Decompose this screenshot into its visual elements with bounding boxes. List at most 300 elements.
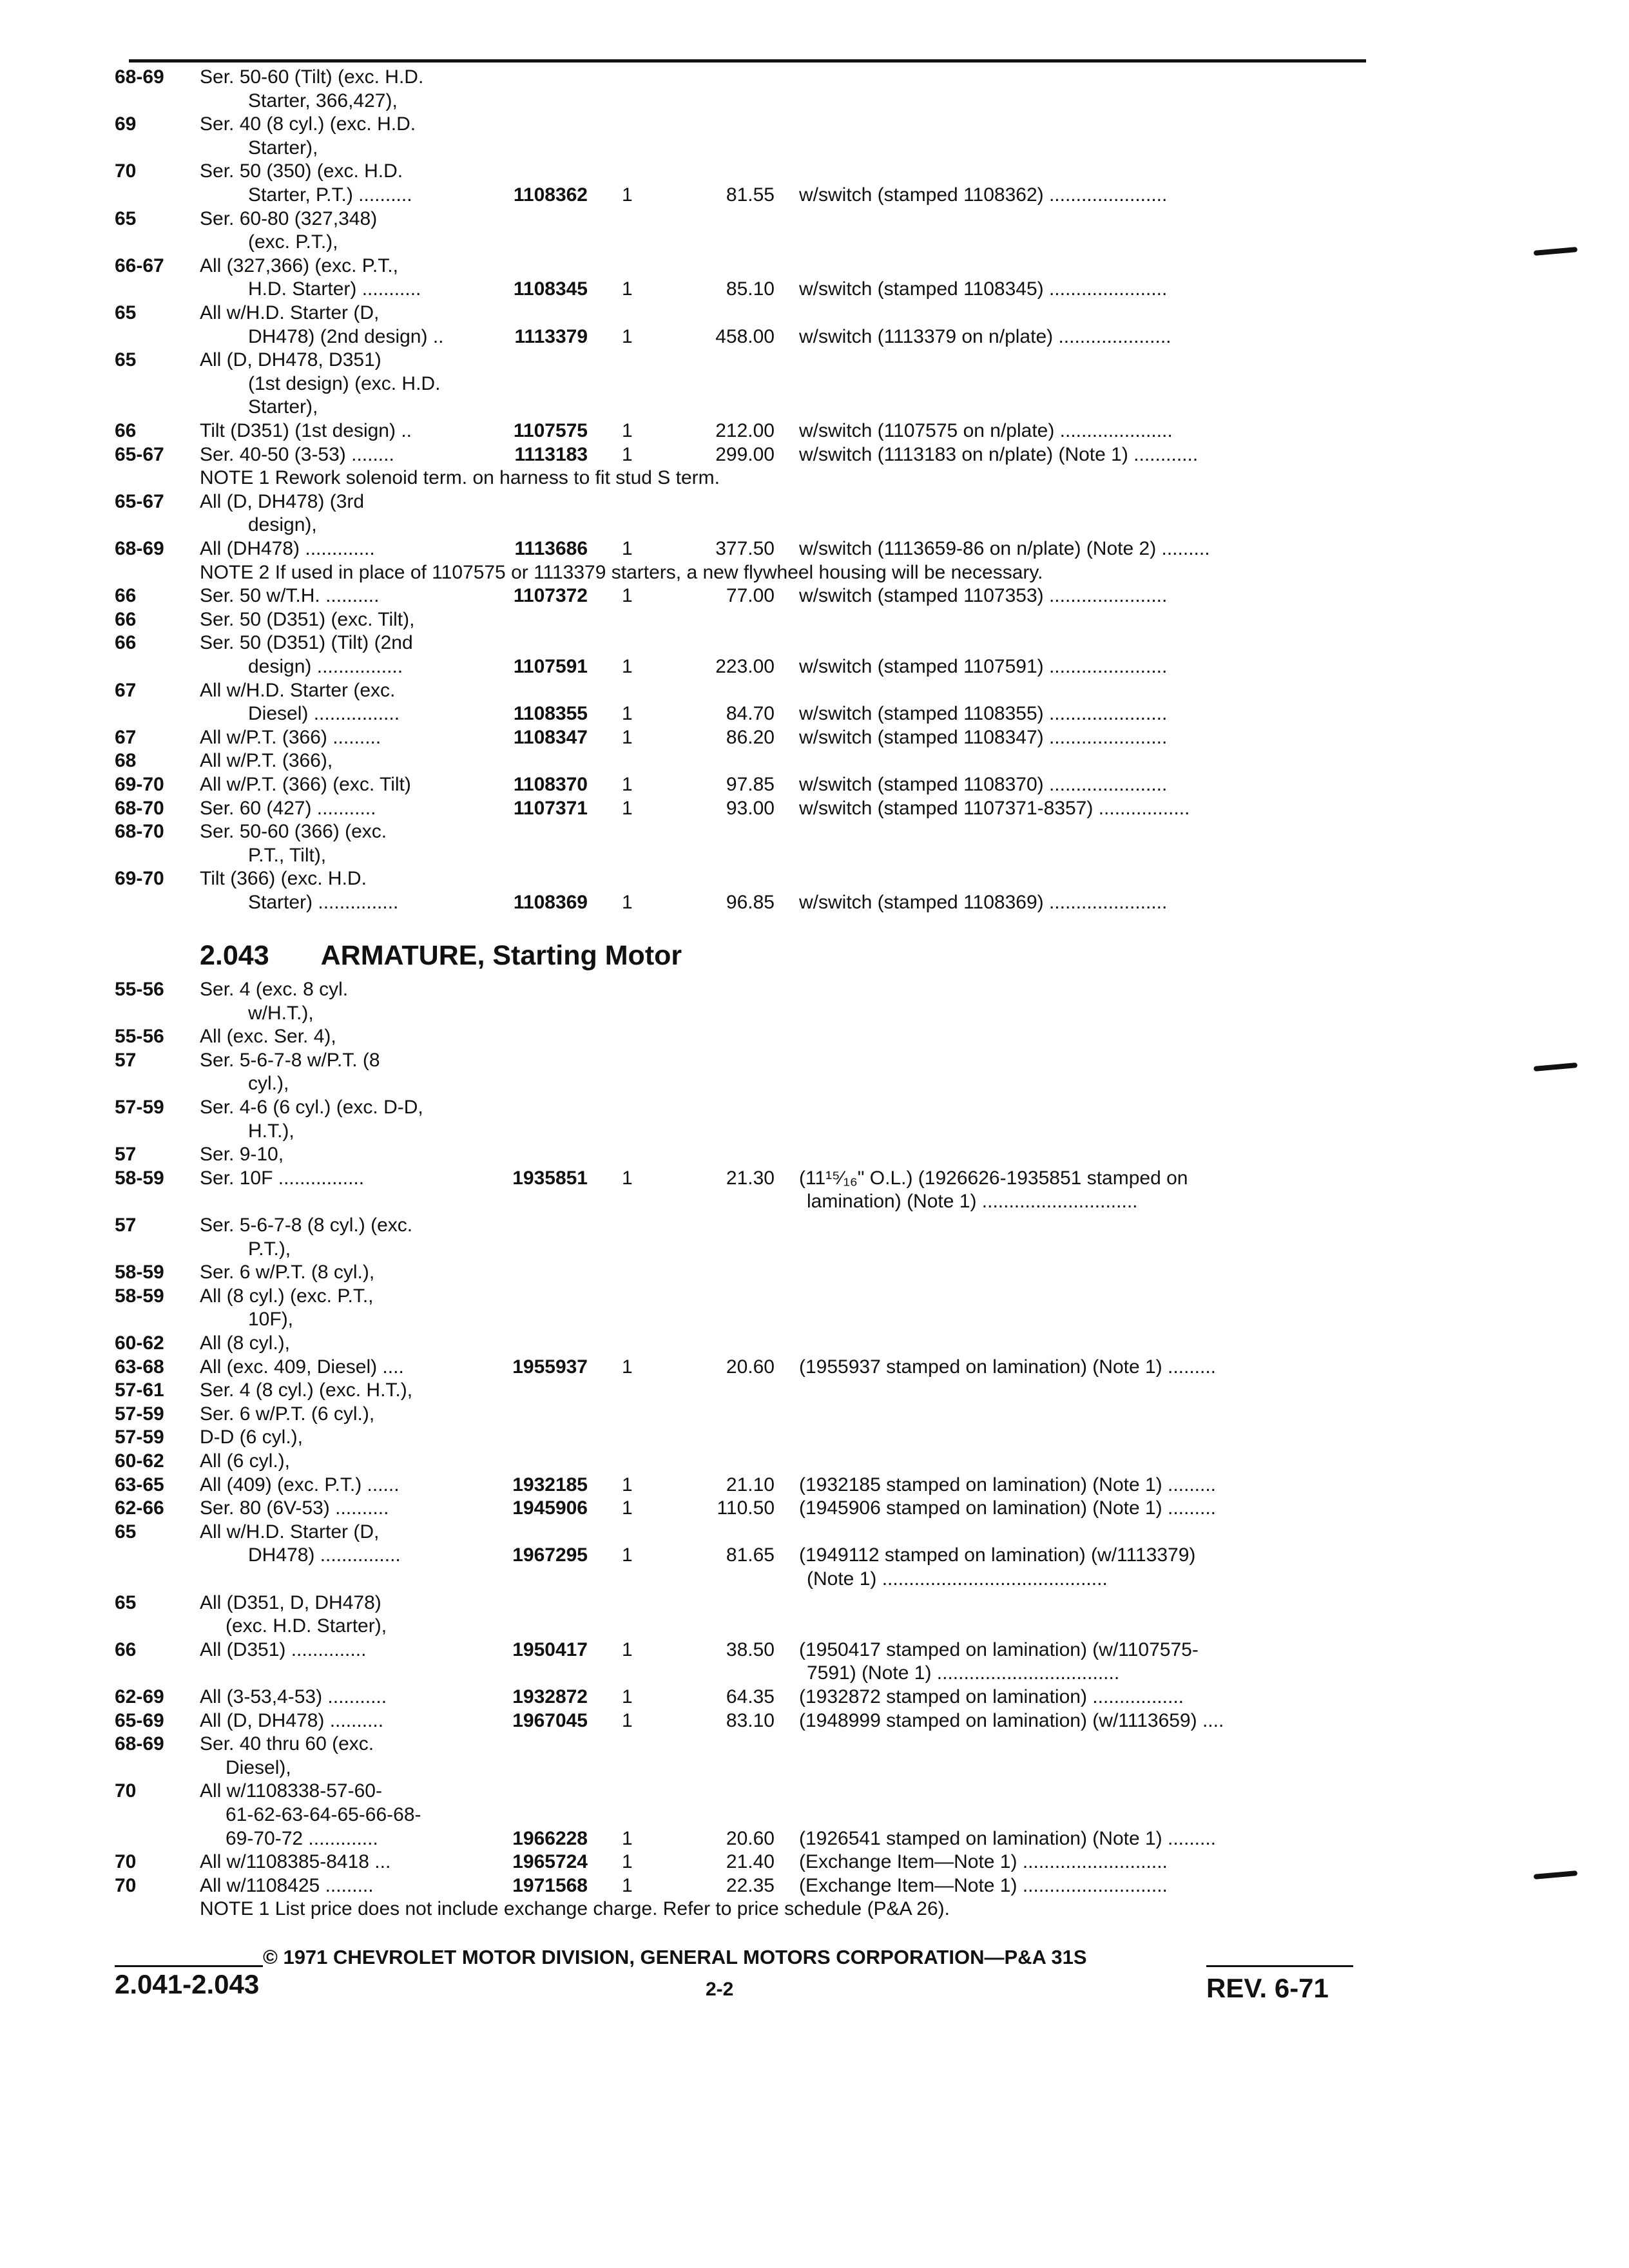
model-years: 58-59 [115,1167,164,1189]
application-desc: Ser. 60-80 (327,348) [200,207,378,229]
parts-row [0,1071,1629,1097]
model-years: 67 [115,726,137,748]
application-desc: All (D, DH478) (3rd [200,490,365,512]
application-desc: Ser. 4 (exc. 8 cyl. [200,979,349,1000]
part-number: 1107372 [513,585,588,607]
parts-row [0,630,1629,656]
model-years: 63-68 [115,1356,164,1378]
parts-row [0,1495,1629,1521]
model-years: 57 [115,1049,137,1071]
part-number: 1932185 [512,1474,588,1495]
application-desc: Ser. 6 w/P.T. (6 cyl.), [200,1403,375,1425]
parts-row [0,394,1629,420]
section-number: 2.043 [200,940,269,971]
parts-row [0,977,1629,1003]
remarks: (1932185 stamped on lamination) (Note 1) ......... [799,1474,1217,1495]
remarks: (Note 1) .......................................... [807,1568,1108,1590]
model-years: 68-70 [115,797,164,819]
application-desc: Ser. 60 (427) ........... [200,797,376,819]
application-desc: w/H.T.), [248,1002,314,1024]
parts-row [0,1001,1629,1026]
quantity: 1 [622,892,633,913]
application-desc: Ser. 50 (350) (exc. H.D. [200,160,403,182]
model-years: 68 [115,750,137,772]
list-price: 93.00 [726,797,775,819]
application-desc: H.T.), [248,1120,294,1142]
application-desc: Ser. 50 (D351) (exc. Tilt), [200,608,415,630]
application-desc: (1st design) (exc. H.D. [248,372,441,394]
footer-rule [115,1965,263,1967]
list-price: 85.10 [726,278,775,300]
remarks: (1955937 stamped on lamination) (Note 1) ......... [799,1356,1217,1378]
parts-row [0,206,1629,232]
model-years: 65 [115,207,137,229]
parts-row [0,1826,1629,1852]
section-title: ARMATURE, Starting Motor [320,940,682,971]
remarks: (1948999 stamped on lamination) (w/1113659) .... [799,1709,1224,1731]
model-years: 65 [115,349,137,371]
parts-row [0,512,1629,538]
parts-row [0,1542,1629,1568]
application-desc: All w/P.T. (366), [200,750,333,772]
parts-row [0,890,1629,916]
part-number: 1107591 [513,656,588,677]
application-desc: Ser. 5-6-7-8 w/P.T. (8 [200,1049,380,1071]
model-years: 58-59 [115,1262,164,1283]
quantity: 1 [622,1497,633,1519]
note-text: NOTE 2 If used in place of 1107575 or 1113379 starters, a new flywheel housing will be necessary. [200,561,1043,583]
list-price: 81.65 [726,1544,775,1566]
parts-row [0,725,1629,751]
parts-row [0,1119,1629,1144]
parts-row [0,1260,1629,1285]
application-desc: Starter, P.T.) .......... [248,184,412,206]
revision-label: REV. 6-71 [1206,1973,1329,2003]
quantity: 1 [622,1709,633,1731]
remarks: w/switch (1113659-86 on n/plate) (Note 2) ......... [799,538,1210,559]
quantity: 1 [622,1474,633,1495]
parts-row [0,159,1629,184]
model-years: 66 [115,608,137,630]
application-desc: Ser. 4 (8 cyl.) (exc. H.T.), [200,1379,413,1401]
list-price: 96.85 [726,892,775,913]
model-years: 66 [115,420,137,441]
list-price: 21.10 [726,1474,775,1495]
parts-row [0,1378,1629,1403]
parts-row [0,1401,1629,1427]
list-price: 38.50 [726,1639,775,1660]
quantity: 1 [622,278,633,300]
quantity: 1 [622,726,633,748]
remarks: w/switch (stamped 1108347) ...................... [799,726,1168,748]
application-desc: All w/H.D. Starter (D, [200,1521,380,1542]
parts-row [0,111,1629,137]
part-number: 1108369 [513,892,588,913]
application-desc: design) ................ [248,656,403,677]
remarks: lamination) (Note 1) ............................. [807,1191,1138,1213]
application-desc: DH478) (2nd design) .. [248,325,444,347]
model-years: 57-61 [115,1379,164,1401]
model-years: 62-66 [115,1497,164,1519]
application-desc: Ser. 5-6-7-8 (8 cyl.) (exc. [200,1215,413,1236]
remarks: w/switch (stamped 1107371-8357) ................. [799,797,1190,819]
quantity: 1 [622,1851,633,1873]
application-desc: DH478) ............... [248,1544,401,1566]
quantity: 1 [622,184,633,206]
model-years: 57 [115,1215,137,1236]
remarks: w/switch (stamped 1108369) ...................... [799,892,1168,913]
model-years: 66 [115,632,137,654]
remarks: w/switch (stamped 1108345) ...................... [799,278,1168,300]
parts-row [0,371,1629,397]
parts-row [0,1189,1629,1215]
application-desc: cyl.), [248,1073,289,1095]
part-number: 1971568 [512,1874,588,1896]
quantity: 1 [622,1686,633,1707]
parts-row [0,1731,1629,1757]
parts-row [0,583,1629,609]
list-price: 22.35 [726,1874,775,1896]
part-number: 1932872 [512,1686,588,1707]
parts-row [0,300,1629,326]
application-desc: Ser. 80 (6V-53) .......... [200,1497,389,1519]
parts-row [0,1708,1629,1734]
application-desc: All (327,366) (exc. P.T., [200,255,398,276]
parts-row [0,678,1629,704]
application-desc: All (8 cyl.), [200,1332,291,1354]
model-years: 62-69 [115,1686,164,1707]
remarks: w/switch (stamped 1107591) ...................... [799,656,1168,677]
application-desc: Ser. 50-60 (366) (exc. [200,821,387,843]
application-desc: All w/1108385-8418 ... [200,1851,391,1873]
parts-row [0,489,1629,515]
parts-row [0,1213,1629,1238]
remarks: w/switch (stamped 1108362) ...................... [799,184,1168,206]
parts-row [0,819,1629,845]
part-number: 1950417 [512,1639,588,1660]
parts-row [0,796,1629,822]
parts-row [0,324,1629,350]
application-desc: 61-62-63-64-65-66-68- [226,1804,421,1825]
copyright-notice: © 1971 CHEVROLET MOTOR DIVISION, GENERAL MOTORS CORPORATION—P&A 31S [263,1946,1087,1968]
application-desc: Starter), [248,137,318,159]
parts-row [0,1048,1629,1073]
part-number: 1955937 [512,1356,588,1378]
list-price: 21.30 [726,1167,775,1189]
application-desc: Starter) ............... [248,892,399,913]
application-desc: All w/H.D. Starter (exc. [200,679,396,701]
parts-row [0,1448,1629,1474]
parts-row [0,701,1629,727]
parts-row [0,64,1629,90]
parts-row [0,418,1629,444]
application-desc: All w/1108338-57-60- [200,1780,382,1802]
quantity: 1 [622,1167,633,1189]
application-desc: All (exc. 409, Diesel) .... [200,1356,404,1378]
model-years: 66 [115,585,137,607]
parts-row [0,1566,1629,1592]
model-years: 57-59 [115,1427,164,1448]
parts-row [0,1472,1629,1498]
model-years: 60-62 [115,1332,164,1354]
list-price: 20.60 [726,1356,775,1378]
application-desc: D-D (6 cyl.), [200,1427,303,1448]
application-desc: All w/H.D. Starter (D, [200,302,380,323]
part-number: 1113183 [514,443,588,465]
model-years: 69-70 [115,774,164,795]
model-years: 70 [115,1851,137,1873]
remarks: (1932872 stamped on lamination) ................. [799,1686,1184,1707]
model-years: 65-67 [115,490,164,512]
application-desc: P.T., Tilt), [248,844,327,866]
list-price: 77.00 [726,585,775,607]
application-desc: All (D, DH478, D351) [200,349,381,371]
application-desc: Ser. 40 (8 cyl.) (exc. H.D. [200,113,416,135]
list-price: 86.20 [726,726,775,748]
parts-row [0,1166,1629,1191]
application-desc: All w/1108425 ......... [200,1874,374,1896]
parts-row [0,1425,1629,1450]
parts-row [0,347,1629,373]
parts-row [0,536,1629,562]
model-years: 68-69 [115,1733,164,1755]
quantity: 1 [622,1874,633,1896]
quantity: 1 [622,703,633,725]
parts-row [0,276,1629,302]
parts-row [0,748,1629,774]
application-desc: Ser. 6 w/P.T. (8 cyl.), [200,1262,375,1283]
parts-row [0,1519,1629,1545]
note-line [0,465,1629,491]
part-number: 1935851 [512,1167,588,1189]
parts-row [0,88,1629,114]
model-years: 66-67 [115,255,164,276]
remarks: 7591) (Note 1) .................................. [807,1662,1120,1684]
quantity: 1 [622,443,633,465]
parts-row [0,1849,1629,1875]
parts-row [0,253,1629,279]
application-desc: Ser. 40-50 (3-53) ........ [200,443,394,465]
parts-row [0,1307,1629,1332]
quantity: 1 [622,1639,633,1660]
parts-row [0,772,1629,798]
model-years: 69 [115,113,137,135]
section-heading [200,937,682,974]
application-desc: All (D351) .............. [200,1639,367,1660]
application-desc: (exc. P.T.), [248,231,338,253]
model-years: 70 [115,1874,137,1896]
application-desc: design), [248,514,317,536]
list-price: 64.35 [726,1686,775,1707]
model-years: 68-69 [115,66,164,88]
application-desc: All (D, DH478) .......... [200,1709,384,1731]
application-desc: Tilt (D351) (1st design) .. [200,420,412,441]
model-years: 55-56 [115,1026,164,1048]
note-line [0,1896,1629,1922]
list-price: 299.00 [715,443,775,465]
quantity: 1 [622,585,633,607]
part-number: 1107371 [513,797,588,819]
part-number: 1108362 [513,184,588,206]
parts-row [0,1331,1629,1356]
remarks: (Exchange Item—Note 1) ........................... [799,1874,1168,1896]
application-desc: 69-70-72 ............. [226,1827,378,1849]
note-text: NOTE 1 Rework solenoid term. on harness to fit stud S term. [200,467,720,489]
part-number: 1108347 [513,726,588,748]
application-desc: (exc. H.D. Starter), [226,1615,387,1637]
parts-row [0,1778,1629,1804]
application-desc: Ser. 9-10, [200,1144,284,1166]
application-desc: All (DH478) ............. [200,538,375,559]
application-desc: All w/P.T. (366) ......... [200,726,381,748]
section-range: 2.041-2.043 [115,1969,260,1999]
model-years: 66 [115,1639,137,1660]
remarks: w/switch (1107575 on n/plate) ..................... [799,420,1173,441]
parts-row [0,1142,1629,1168]
part-number: 1945906 [512,1497,588,1519]
model-years: 65 [115,1521,137,1542]
model-years: 60-62 [115,1450,164,1472]
remarks: w/switch (stamped 1108370) ...................... [799,774,1168,795]
list-price: 223.00 [715,656,775,677]
parts-row [0,1283,1629,1309]
model-years: 65-69 [115,1709,164,1731]
list-price: 83.10 [726,1709,775,1731]
remarks: (1949112 stamped on lamination) (w/1113379) [799,1544,1196,1566]
application-desc: Ser. 40 thru 60 (exc. [200,1733,374,1755]
parts-row [0,866,1629,892]
model-years: 63-65 [115,1474,164,1495]
model-years: 65 [115,1591,137,1613]
footer-rule [1206,1965,1353,1967]
list-price: 458.00 [715,325,775,347]
application-desc: Ser. 50 w/T.H. .......... [200,585,380,607]
application-desc: Tilt (366) (exc. H.D. [200,868,367,890]
part-number: 1108370 [513,774,588,795]
note-text: NOTE 1 List price does not include exchange charge. Refer to price schedule (P&A 26). [200,1898,950,1920]
list-price: 84.70 [726,703,775,725]
parts-row [0,607,1629,633]
quantity: 1 [622,1827,633,1849]
list-price: 97.85 [726,774,775,795]
application-desc: Ser. 4-6 (6 cyl.) (exc. D-D, [200,1097,423,1118]
parts-row [0,1590,1629,1616]
parts-row [0,442,1629,468]
parts-row [0,1802,1629,1828]
remarks: w/switch (1113183 on n/plate) (Note 1) ............ [799,443,1199,465]
parts-row [0,1095,1629,1120]
parts-row [0,229,1629,255]
parts-row [0,654,1629,680]
application-desc: All (D351, D, DH478) [200,1591,381,1613]
parts-row [0,1613,1629,1639]
model-years: 55-56 [115,979,164,1000]
application-desc: Diesel) ................ [248,703,400,725]
model-years: 68-69 [115,538,164,559]
part-number: 1965724 [512,1851,588,1873]
model-years: 58-59 [115,1285,164,1307]
page-number: 2-2 [706,1979,734,2000]
model-years: 70 [115,1780,137,1802]
application-desc: All (6 cyl.), [200,1450,291,1472]
model-years: 65 [115,302,137,323]
list-price: 21.40 [726,1851,775,1873]
part-number: 1113686 [514,538,588,559]
application-desc: All (409) (exc. P.T.) ...... [200,1474,400,1495]
application-desc: All (exc. Ser. 4), [200,1026,336,1048]
remarks: (1945906 stamped on lamination) (Note 1) ......... [799,1497,1217,1519]
application-desc: 10F), [248,1309,294,1331]
quantity: 1 [622,325,633,347]
remarks: w/switch (1113379 on n/plate) ..................... [799,325,1171,347]
part-number: 1966228 [512,1827,588,1849]
parts-row [0,1755,1629,1781]
quantity: 1 [622,1356,633,1378]
application-desc: Starter), [248,396,318,418]
parts-row [0,1684,1629,1710]
parts-row [0,1024,1629,1050]
model-years: 70 [115,160,137,182]
application-desc: H.D. Starter) ........... [248,278,421,300]
model-years: 69-70 [115,868,164,890]
model-years: 67 [115,679,137,701]
application-desc: Ser. 50-60 (Tilt) (exc. H.D. [200,66,424,88]
remarks: (11¹⁵⁄₁₆" O.L.) (1926626-1935851 stamped on [799,1167,1188,1189]
remarks: (Exchange Item—Note 1) ........................... [799,1851,1168,1873]
application-desc: All (3-53,4-53) ........... [200,1686,387,1707]
list-price: 377.50 [715,538,775,559]
application-desc: Ser. 50 (D351) (Tilt) (2nd [200,632,413,654]
parts-row [0,1660,1629,1686]
list-price: 110.50 [717,1497,775,1519]
application-desc: P.T.), [248,1238,291,1260]
list-price: 212.00 [715,420,775,441]
part-number: 1967295 [512,1544,588,1566]
part-number: 1967045 [512,1709,588,1731]
remarks: w/switch (stamped 1108355) ...................... [799,703,1168,725]
quantity: 1 [622,420,633,441]
application-desc: Ser. 10F ................ [200,1167,365,1189]
part-number: 1107575 [513,420,588,441]
remarks: w/switch (stamped 1107353) ...................... [799,585,1168,607]
quantity: 1 [622,656,633,677]
quantity: 1 [622,538,633,559]
quantity: 1 [622,774,633,795]
parts-row [0,182,1629,208]
quantity: 1 [622,1544,633,1566]
parts-row [0,1354,1629,1380]
part-number: 1108345 [513,278,588,300]
application-desc: All (8 cyl.) (exc. P.T., [200,1285,374,1307]
application-desc: Starter, 366,427), [248,90,398,111]
part-number: 1113379 [514,325,588,347]
model-years: 57 [115,1144,137,1166]
note-line [0,560,1629,586]
model-years: 57-59 [115,1097,164,1118]
model-years: 65-67 [115,443,164,465]
remarks: (1926541 stamped on lamination) (Note 1) ......... [799,1827,1217,1849]
application-desc: All w/P.T. (366) (exc. Tilt) [200,774,411,795]
parts-row [0,843,1629,869]
parts-row [0,1873,1629,1899]
application-desc: Diesel), [226,1756,291,1778]
parts-row [0,1236,1629,1262]
list-price: 81.55 [726,184,775,206]
list-price: 20.60 [726,1827,775,1849]
part-number: 1108355 [513,703,588,725]
parts-row [0,1637,1629,1663]
model-years: 57-59 [115,1403,164,1425]
